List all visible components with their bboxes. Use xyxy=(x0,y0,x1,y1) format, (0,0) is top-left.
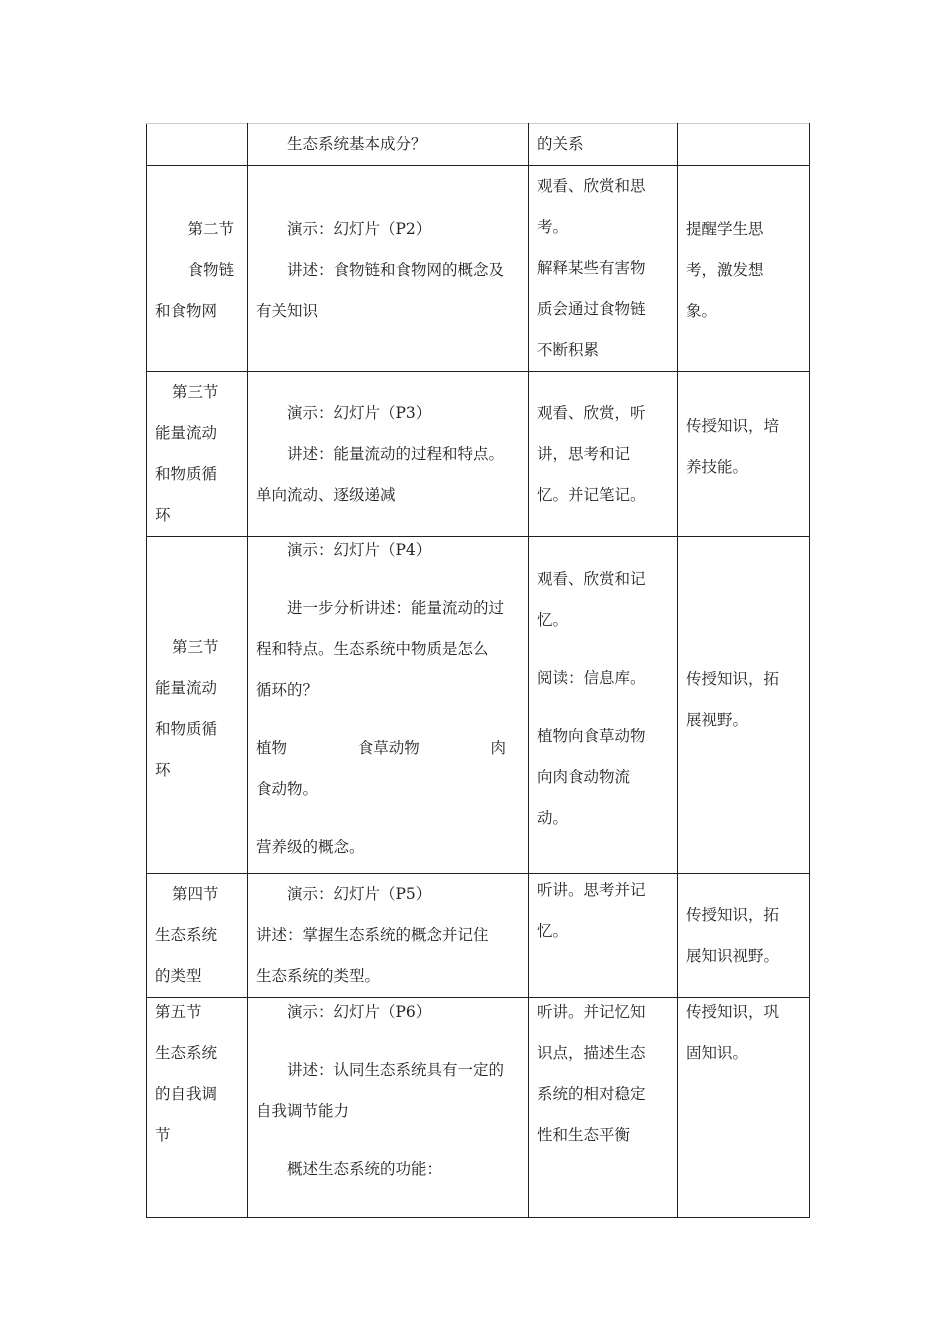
text-line: 环 xyxy=(155,506,171,524)
text-line: 解释某些有害物 xyxy=(537,259,646,277)
student-activity-cell xyxy=(529,124,678,166)
text-line: 象。 xyxy=(686,302,718,320)
design-intent-cell xyxy=(678,874,810,998)
text-line: 讲述：能量流动的过程和特点。 xyxy=(287,444,505,463)
text-line: 概述生态系统的功能： xyxy=(287,1160,443,1178)
design-intent-cell xyxy=(678,166,810,372)
table-row xyxy=(147,874,810,998)
text-line: 忆。并记笔记。 xyxy=(537,485,646,504)
text-line: 听讲。思考并记 xyxy=(537,881,646,899)
text-line: 传授知识，拓 xyxy=(686,905,780,924)
text-line: 和物质循 xyxy=(155,465,218,483)
text-line: 性和生态平衡 xyxy=(537,1126,631,1144)
text-line: 循环的？ xyxy=(256,681,319,699)
text-line: 观看、欣赏和思 xyxy=(537,177,646,195)
text-line: 固知识。 xyxy=(686,1044,749,1062)
teacher-activity-cell xyxy=(248,998,529,1218)
text-line: 程和特点。生态系统中物质是怎么 xyxy=(256,640,489,658)
text-line: 第三节 xyxy=(172,383,219,401)
text-line: 进一步分析讲述：能量流动的过 xyxy=(287,599,505,617)
text-line: 讲述：掌握生态系统的概念并记住 xyxy=(256,926,489,944)
text-line: 提醒学生思 xyxy=(686,220,764,238)
text-line: 自我调节能力 xyxy=(256,1102,350,1120)
text-line: 植物向食草动物 xyxy=(537,727,646,745)
text-line: 食物链 xyxy=(187,261,235,279)
design-intent-cell xyxy=(678,998,810,1218)
text-line: 忆。 xyxy=(537,922,569,940)
text-line: 第五节 xyxy=(155,1003,202,1021)
table-row xyxy=(147,537,810,874)
text-line: 演示：幻灯片（P2） xyxy=(287,220,432,238)
text-line: 单向流动、逐级递减 xyxy=(256,485,396,504)
text-line: 传授知识，培 xyxy=(686,417,780,435)
text-line: 和食物网 xyxy=(155,302,218,320)
section-cell xyxy=(147,874,248,998)
text-line: 的关系 xyxy=(537,135,584,153)
section-cell xyxy=(147,124,248,166)
design-intent-cell xyxy=(678,537,810,874)
text-line: 展知识视野。 xyxy=(686,946,780,965)
text-line: 生态系统 xyxy=(155,926,218,944)
text-line: 演示：幻灯片（P6） xyxy=(287,1003,432,1021)
student-activity-cell xyxy=(529,874,678,998)
student-activity-cell xyxy=(529,166,678,372)
text-line: 有关知识 xyxy=(256,302,319,320)
text-line: 生态系统的类型。 xyxy=(256,967,381,985)
teacher-activity-cell xyxy=(248,372,529,537)
text-line: 食动物。 xyxy=(256,780,319,798)
text-line: 动。 xyxy=(537,809,569,827)
text-line: 能量流动 xyxy=(155,679,218,697)
text-line: 向肉食动物流 xyxy=(537,768,631,786)
text-line: 第四节 xyxy=(172,885,219,903)
text-line: 讲述：认同生态系统具有一定的 xyxy=(287,1061,505,1079)
text-line: 养技能。 xyxy=(686,458,749,476)
text-line: 阅读：信息库。 xyxy=(537,669,646,687)
text-line: 观看、欣赏和记 xyxy=(537,570,646,588)
text-line: 识点，描述生态 xyxy=(537,1044,646,1062)
text-line: 的类型 xyxy=(155,967,202,985)
text-line: 讲述：食物链和食物网的概念及 xyxy=(287,261,505,279)
section-cell xyxy=(147,166,248,372)
text-token: 肉 xyxy=(490,739,506,757)
table-row xyxy=(147,372,810,537)
text-line: 考。 xyxy=(537,218,569,236)
text-line: 质会通过食物链 xyxy=(537,300,646,318)
text-line: 观看、欣赏，听 xyxy=(537,403,646,422)
text-line: 忆。 xyxy=(537,611,569,629)
teacher-activity-cell xyxy=(248,166,529,372)
section-cell xyxy=(147,372,248,537)
table-row xyxy=(147,998,810,1218)
table-row xyxy=(147,124,810,166)
design-intent-cell xyxy=(678,124,810,166)
student-activity-cell xyxy=(529,537,678,874)
text-line: 能量流动 xyxy=(155,424,218,442)
teacher-activity-cell xyxy=(248,537,529,874)
text-line: 第三节 xyxy=(172,638,219,656)
food-chain-line xyxy=(256,728,520,769)
text-line: 传授知识，巩 xyxy=(686,1003,780,1021)
text-line: 考，激发想 xyxy=(686,261,764,279)
text-line: 生态系统基本成分？ xyxy=(287,135,427,153)
text-line: 和物质循 xyxy=(155,720,218,738)
text-token: 食草动物 xyxy=(357,739,420,757)
lesson-plan-table xyxy=(146,123,810,1218)
text-line: 生态系统 xyxy=(155,1044,218,1062)
text-line: 讲，思考和记 xyxy=(537,444,631,463)
text-line: 节 xyxy=(155,1126,171,1144)
table-row xyxy=(147,166,810,372)
student-activity-cell xyxy=(529,998,678,1218)
section-cell xyxy=(147,998,248,1218)
text-line: 环 xyxy=(155,761,171,779)
text-token: 植物 xyxy=(256,739,288,757)
text-line: 演示：幻灯片（P4） xyxy=(287,541,432,559)
text-line: 不断积累 xyxy=(537,341,600,359)
design-intent-cell xyxy=(678,372,810,537)
text-line: 听讲。并记忆知 xyxy=(537,1003,646,1021)
teacher-activity-cell xyxy=(248,874,529,998)
text-line: 演示：幻灯片（P3） xyxy=(287,403,432,422)
student-activity-cell xyxy=(529,372,678,537)
text-line: 系统的相对稳定 xyxy=(537,1085,646,1103)
text-line: 展视野。 xyxy=(686,711,749,729)
text-line: 演示：幻灯片（P5） xyxy=(287,885,432,903)
section-cell xyxy=(147,537,248,874)
text-line: 的自我调 xyxy=(155,1085,218,1103)
text-line: 第二节 xyxy=(187,220,235,238)
text-line: 营养级的概念。 xyxy=(256,838,365,856)
text-line: 传授知识，拓 xyxy=(686,670,780,688)
teacher-activity-cell xyxy=(248,124,529,166)
